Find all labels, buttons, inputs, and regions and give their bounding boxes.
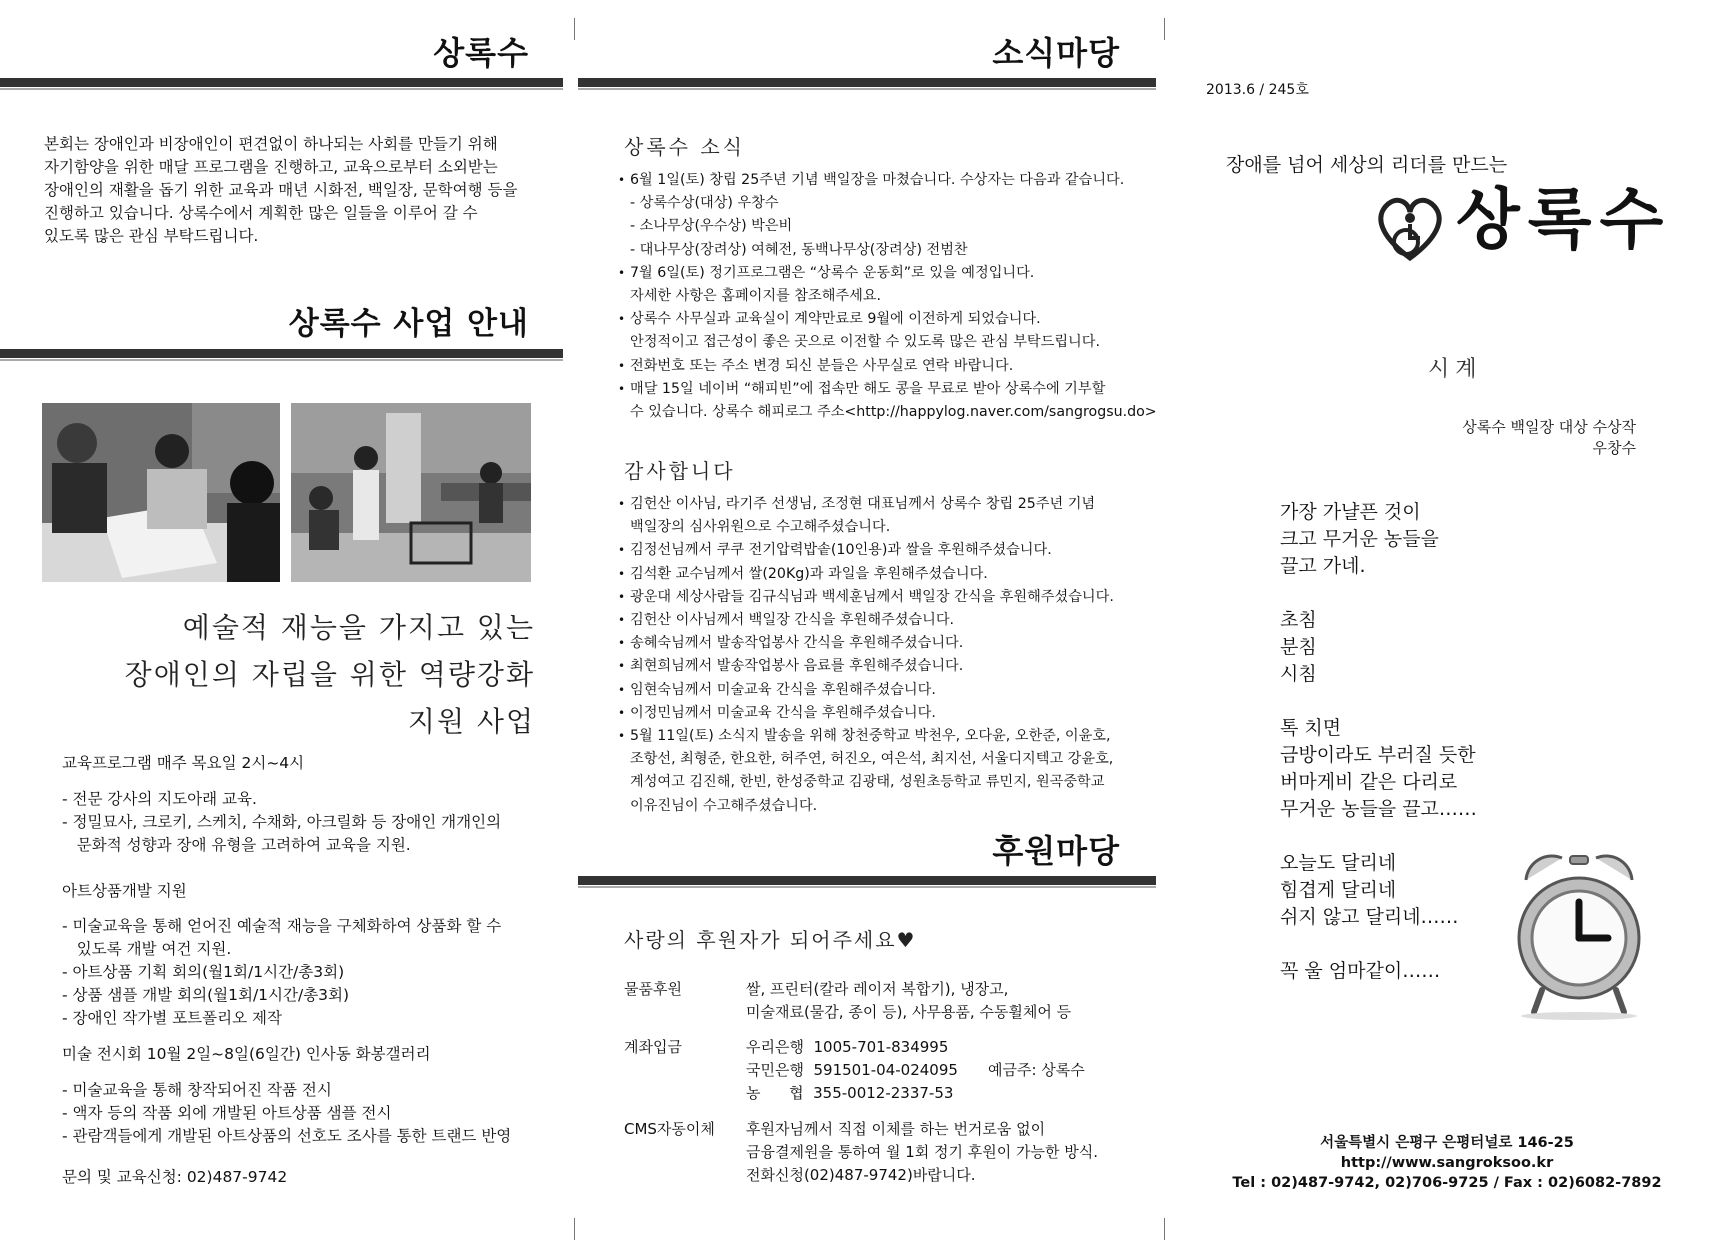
- edu-title: 교육프로그램 매주 목요일 2시~4시: [62, 754, 305, 772]
- cms-line: 전화신청(02)487-9742)바랍니다.: [746, 1166, 976, 1184]
- crop-mark: [1164, 1218, 1165, 1240]
- support-title: 사랑의 후원자가 되어주세요♥: [624, 928, 917, 952]
- goods-list: [746, 978, 1071, 1024]
- thanks-item: • 김헌산 이사님, 라기주 선생님, 조정현 대표님께서 상록수 창립 25주년 기념: [618, 493, 1114, 516]
- thanks-item: • 5월 11일(토) 소식지 발송을 위해 창천중학교 박천우, 오다윤, 오한준, 이윤호,: [618, 725, 1114, 748]
- alarm-clock-icon: [1512, 850, 1646, 1020]
- thanks-item: 조항선, 최형준, 한요한, 허주연, 허진오, 여은석, 최지선, 서울디지텍고 강윤호,: [630, 751, 1114, 768]
- news-item: - 소나무상(우수상) 박은비: [630, 218, 793, 235]
- thanks-item: • 김헌산 이사님께서 백일장 간식을 후원해주셨습니다.: [618, 609, 1114, 632]
- thanks-item: • 최현희님께서 발송작업봉사 음료를 후원해주셨습니다.: [618, 655, 1114, 678]
- header-rule: [578, 876, 1156, 885]
- news-item: 자세한 사항은 홈페이지를 참조해주세요.: [630, 288, 882, 305]
- support-header: 후원마당: [992, 832, 1120, 870]
- cms-label: CMS자동이체: [624, 1120, 715, 1138]
- poem-body: [1280, 499, 1477, 985]
- poem-line: 무거운 농들을 끌고……: [1280, 798, 1477, 820]
- poem-line: 꼭 울 엄마같이……: [1280, 960, 1441, 982]
- tagline: 장애를 넘어 세상의 리더를 만드는: [1226, 154, 1508, 176]
- poem-line: 쉬지 않고 달리네……: [1280, 906, 1459, 928]
- cms-line: 후원자님께서 직접 이체를 하는 번거로움 없이: [746, 1120, 1046, 1138]
- panel-title: 상록수: [433, 34, 529, 72]
- exhibit-item: - 미술교육을 통해 창작되어진 작품 전시: [62, 1081, 332, 1099]
- intro-paragraph: [44, 133, 538, 248]
- poem-line: 버마게비 같은 다리로: [1280, 771, 1458, 793]
- poem-award: 상록수 백일장 대상 수상작: [1462, 418, 1636, 436]
- news-item: • 6월 1일(토) 창립 25주년 기념 백일장을 마쳤습니다. 수상자는 다음과 같습니다.: [618, 169, 1157, 192]
- headline-line: 예술적 재능을 가지고 있는: [182, 611, 535, 644]
- news-item: 수 있습니다. 상록수 해피로그 주소<http://happylog.naver.com/sangrogsu.do>: [630, 404, 1157, 421]
- headline-line: 지원 사업: [407, 705, 535, 738]
- goods-item: 미술재료(물감, 종이 등), 사무용품, 수동휠체어 등: [746, 1003, 1072, 1021]
- issue-number: 2013.6 / 245호: [1206, 82, 1309, 98]
- thanks-title: 감사합니다: [624, 459, 736, 483]
- poem-line: 가장 가냘픈 것이: [1280, 501, 1421, 523]
- thanks-item: • 송혜숙님께서 발송작업봉사 간식을 후원해주셨습니다.: [618, 632, 1114, 655]
- art-list: [62, 915, 501, 1030]
- thanks-list: [618, 493, 1114, 818]
- intro-line: 진행하고 있습니다. 상록수에서 계획한 많은 일들을 이루어 갈 수: [44, 204, 478, 222]
- brand-name: 상록수: [1456, 181, 1672, 258]
- business-title: 상록수 사업 안내: [288, 306, 529, 342]
- news-item: - 상록수상(대상) 우창수: [630, 195, 779, 212]
- phone-fax: Tel : 02)487-9742, 02)706-9725 / Fax : 02)6082-7892: [1232, 1175, 1662, 1191]
- edu-item: - 전문 강사의 지도아래 교육.: [62, 790, 257, 808]
- edu-list: [62, 788, 501, 857]
- poem-line: 힘겹게 달리네: [1280, 879, 1397, 901]
- cms-text: [746, 1118, 1098, 1187]
- account-item: 국민은행 591501-04-024095: [746, 1061, 958, 1079]
- panel-left: [0, 0, 565, 1240]
- account-item: 농 협 355-0012-2337-53: [746, 1084, 954, 1102]
- intro-line: 있도록 많은 관심 부탁드립니다.: [44, 227, 259, 245]
- photo-art-class-1: [42, 403, 280, 582]
- poem-author: 우창수: [1592, 439, 1636, 457]
- edu-item: 문화적 성향과 장애 유형을 고려하여 교육을 지원.: [62, 836, 411, 854]
- news-item: • 전화번호 또는 주소 변경 되신 분들은 사무실로 연락 바랍니다.: [618, 355, 1157, 378]
- header-rule: [0, 78, 563, 87]
- crop-mark: [1164, 18, 1165, 40]
- poem-line: 오늘도 달리네: [1280, 852, 1397, 874]
- news-item: • 7월 6일(토) 정기프로그램은 “상록수 운동회”로 있을 예정입니다.: [618, 262, 1157, 285]
- goods-item: 쌀, 프린터(칼라 레이저 복합기), 냉장고,: [746, 980, 1009, 998]
- stanza-gap: [1280, 823, 1477, 850]
- thanks-item: 계성여고 김진해, 한빈, 한성중학교 김광태, 성원초등학교 류민지, 원곡중학교: [630, 774, 1105, 791]
- logo-icon: [1370, 188, 1450, 268]
- stanza-gap: [1280, 931, 1477, 958]
- account-label: 계좌입금: [624, 1038, 682, 1056]
- header-rule: [578, 78, 1156, 87]
- headline-line: 장애인의 자립을 위한 역량강화: [124, 658, 535, 691]
- goods-label: 물품후원: [624, 980, 682, 998]
- panel-cover: [1170, 0, 1724, 1240]
- panel-middle: [578, 0, 1156, 1240]
- poem-line: 크고 무거운 농들을: [1280, 528, 1439, 550]
- intro-line: 본회는 장애인과 비장애인이 편견없이 하나되는 사회를 만들기 위해: [44, 135, 498, 153]
- website-link[interactable]: http://www.sangroksoo.kr: [1340, 1155, 1554, 1171]
- project-headline: [125, 604, 535, 745]
- poem-line: 끌고 가네.: [1280, 555, 1366, 577]
- news-title: 상록수 소식: [624, 135, 745, 159]
- account-list: [746, 1036, 958, 1105]
- news-list: [618, 169, 1157, 424]
- thanks-item: • 김석환 교수님께서 쌀(20Kg)과 과일을 후원해주셨습니다.: [618, 563, 1114, 586]
- art-item: 있도록 개발 여건 지원.: [62, 940, 232, 958]
- art-title: 아트상품개발 지원: [62, 882, 187, 900]
- news-item: • 매달 15일 네이버 “해피빈”에 접속만 해도 콩을 무료로 받아 상록수에 기부할: [618, 378, 1157, 401]
- art-item: - 미술교육을 통해 얻어진 예술적 재능을 구체화하여 상품화 할 수: [62, 917, 502, 935]
- address: 서울특별시 은평구 은평터널로 146-25: [1320, 1135, 1574, 1151]
- poem-line: 시침: [1280, 663, 1317, 685]
- news-item: 안정적이고 접근성이 좋은 곳으로 이전할 수 있도록 많은 관심 부탁드립니다.: [630, 334, 1100, 351]
- poem-title: 시계: [1428, 357, 1483, 382]
- news-item: - 대나무상(장려상) 여혜전, 동백나무상(장려상) 전범찬: [630, 241, 968, 258]
- footer-contact: [1170, 1133, 1724, 1193]
- poem-line: 초침: [1280, 609, 1317, 631]
- art-item: - 장애인 작가별 포트폴리오 제작: [62, 1009, 282, 1027]
- exhibit-item: - 관람객들에게 개발된 아트상품의 선호도 조사를 통한 트랜드 반영: [62, 1127, 512, 1145]
- thanks-item: • 임현숙님께서 미술교육 간식을 후원해주셨습니다.: [618, 679, 1114, 702]
- poem-line: 금방이라도 부러질 듯한: [1280, 744, 1476, 766]
- exhibit-item: - 액자 등의 작품 외에 개발된 아트상품 샘플 전시: [62, 1104, 392, 1122]
- thanks-item: • 이정민님께서 미술교육 간식을 후원해주셨습니다.: [618, 702, 1114, 725]
- poem-line: 톡 치면: [1280, 717, 1342, 739]
- crop-mark: [574, 1218, 575, 1240]
- art-item: - 상품 샘플 개발 회의(월1회/1시간/총3회): [62, 986, 350, 1004]
- edu-item: - 정밀묘사, 크로키, 스케치, 수채화, 아크릴화 등 장애인 개개인의: [62, 813, 502, 831]
- cms-line: 금융결제원을 통하여 월 1회 정기 후원이 가능한 방식.: [746, 1143, 1098, 1161]
- depositor: 예금주: 상록수: [988, 1061, 1085, 1079]
- poem-credit: [1462, 417, 1636, 459]
- exhibit-list: [62, 1079, 511, 1148]
- account-item: 우리은행 1005-701-834995: [746, 1038, 949, 1056]
- thanks-item: 백일장의 심사위원으로 수고해주셨습니다.: [630, 519, 891, 536]
- intro-line: 장애인의 재활을 돕기 위한 교육과 매년 시화전, 백일장, 문학여행 등을: [44, 181, 518, 199]
- thanks-item: 이유진님이 수고해주셨습니다.: [630, 797, 818, 814]
- exhibit-title: 미술 전시회 10월 2일~8일(6일간) 인사동 화봉갤러리: [62, 1045, 431, 1063]
- thanks-item: • 김정선님께서 쿠쿠 전기압력밥솥(10인용)과 쌀을 후원해주셨습니다.: [618, 539, 1114, 562]
- stanza-gap: [1280, 688, 1477, 715]
- photo-art-class-2: [291, 403, 531, 582]
- contact-info: 문의 및 교육신청: 02)487-9742: [62, 1168, 288, 1186]
- art-item: - 아트상품 기획 회의(월1회/1시간/총3회): [62, 963, 345, 981]
- panel-title: 소식마당: [992, 34, 1120, 72]
- thanks-item: • 광운대 세상사람들 김규식님과 백세훈님께서 백일장 간식을 후원해주셨습니다.: [618, 586, 1114, 609]
- news-item: • 상록수 사무실과 교육실이 계약만료로 9월에 이전하게 되었습니다.: [618, 308, 1157, 331]
- header-rule: [0, 349, 563, 358]
- stanza-gap: [1280, 580, 1477, 607]
- poem-line: 분침: [1280, 636, 1317, 658]
- intro-line: 자기함양을 위한 매달 프로그램을 진행하고, 교육으로부터 소외받는: [44, 158, 498, 176]
- crop-mark: [574, 18, 575, 40]
